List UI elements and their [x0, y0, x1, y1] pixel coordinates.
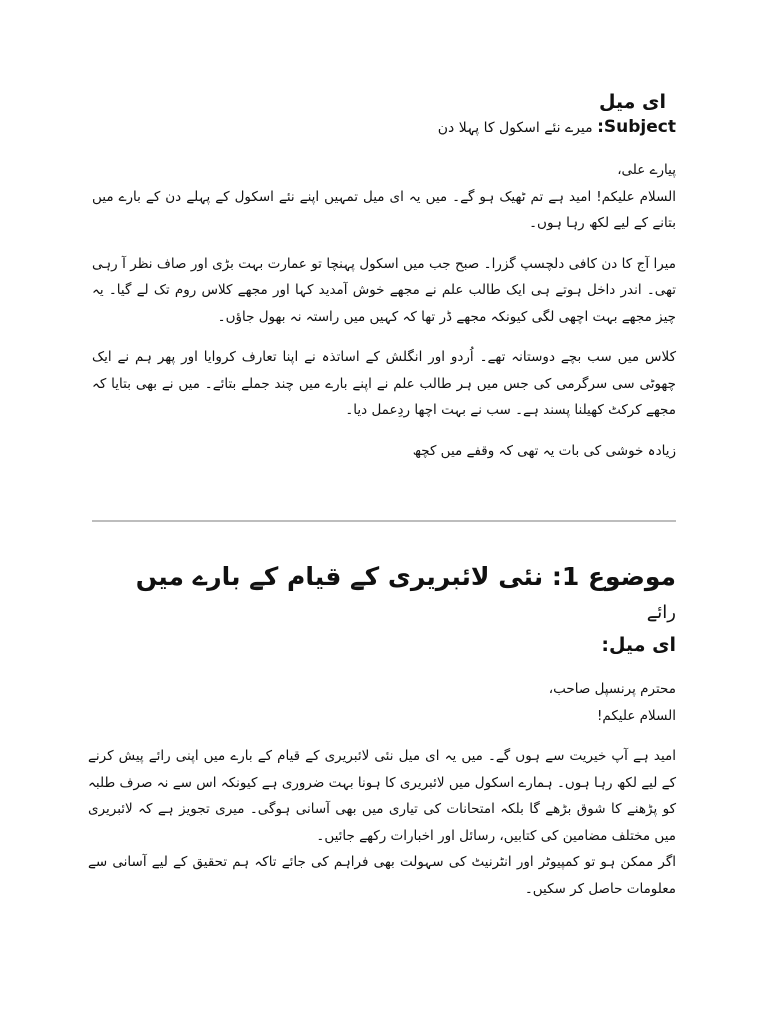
greeting: پیارے علی،	[617, 162, 676, 178]
salutation-2: السلام علیکم!	[596, 707, 676, 724]
topic-title-continued: رائے	[646, 602, 676, 623]
subject-line	[92, 116, 676, 139]
email-heading: ای میل	[598, 91, 666, 113]
email-section-1	[92, 88, 676, 464]
email-body-2	[88, 676, 676, 902]
email-section-2	[30, 556, 676, 902]
paragraph-3: کلاس میں سب بچے دوستانہ تھے۔ اُردو اور انگلش کے اساتذہ نے اپنا تعارف کروایا اور پھر ہم نے ایک چھوٹی سی سرگرمی کی جس میں ہر طالب علم نے اپنے بارے میں چند جملے بتائے۔ میں نے بھی بتایا کہ مجھے کرکٹ کھیلنا پسند ہے۔ سب نے بہت اچھا ردِعمل دیا۔	[92, 349, 676, 418]
email-heading-2: ای میل:	[601, 634, 676, 656]
subject-label: Subject:	[597, 117, 676, 137]
greeting-2: محترم پرنسپل صاحب،	[548, 681, 676, 697]
topic-title: موضوع 1: نئی لائبریری کے قیام کے بارے میں	[135, 562, 676, 591]
subject-text: میرے نئے اسکول کا پہلا دن	[437, 120, 593, 136]
paragraph-4: زیادہ خوشی کی بات یہ تھی کہ وقفے میں کچھ	[412, 442, 676, 459]
paragraph-6: اگر ممکن ہو تو کمپیوٹر اور انٹرنیٹ کی سہولت بھی فراہم کی جائے تاکہ ہم تحقیق کے لیے آسانی سے معلومات حاصل کر سکیں۔	[88, 854, 676, 897]
section-divider	[92, 520, 676, 522]
paragraph-1: السلام علیکم! امید ہے تم ٹھیک ہو گے۔ میں یہ ای میل تمہیں اپنے نئے اسکول کے پہلے دن کے بارے میں بتانے کے لیے لکھ رہا ہوں۔	[92, 188, 676, 231]
paragraph-2: میرا آج کا دن کافی دلچسپ گزرا۔ صبح جب میں اسکول پہنچا تو عمارت بہت بڑی اور صاف نظر آ رہی تھی۔ اندر داخل ہوتے ہی ایک طالب علم نے مجھے خوش آمدید کہا اور مجھے کلاس روم تک لے گیا۔ یہ چیز مجھے بہت اچھی لگی کیونکہ مجھے ڈر تھا کہ کہیں میں راستہ نہ بھول جاؤں۔	[92, 255, 676, 325]
paragraph-5: امید ہے آپ خیریت سے ہوں گے۔ میں یہ ای میل نئی لائبریری کے قیام کے بارے میں اپنی رائے پیش کرنے کے لیے لکھ رہا ہوں۔ ہمارے اسکول میں لائبریری کا ہونا بہت ضروری ہے کیونکہ اس سے نہ صرف طلبہ کو پڑھنے کا شوق بڑھے گا بلکہ امتحانات کی تیاری میں بھی آسانی ہوگی۔ میری تجویز ہے کہ لائبریری میں مختلف مضامین کی کتابیں، رسائل اور اخبارات رکھے جائیں۔	[88, 748, 676, 844]
